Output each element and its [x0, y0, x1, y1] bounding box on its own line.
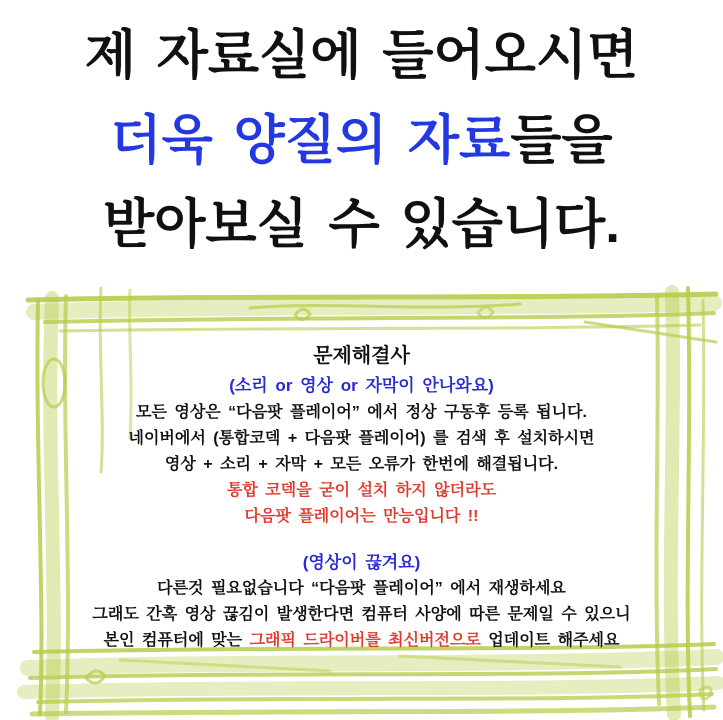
section1-line-3: 영상 + 소리 + 자막 + 모든 오류가 한번에 해결됩니다.	[164, 456, 559, 473]
last-line-suffix: 업데이트 해주세요	[480, 632, 620, 649]
heading-line-2-blue: 더욱 양질의 자료	[110, 111, 511, 170]
last-line-red: 그래픽 드라이버를 최신버전으로	[249, 632, 481, 649]
section2-last-line	[0, 627, 723, 650]
section1-red-line-1: 통합 코덱을 굳이 설치 하지 않더라도	[226, 482, 497, 499]
heading-line-2-black: 들을	[510, 111, 613, 170]
section2-subtitle: (영상이 끊겨요)	[302, 553, 421, 572]
section2-line-2: 그래도 간혹 영상 끊김이 발생한다면 컴퓨터 사양에 따른 문제일 수 있으니	[92, 606, 631, 623]
heading-line-1: 제 자료실에 들어오시면	[84, 26, 639, 85]
box-title: 문제해결사	[313, 345, 410, 367]
section1-subtitle: (소리 or 영상 or 자막이 안나와요)	[229, 376, 494, 395]
heading-line-3: 받아보실 수 있습니다.	[103, 195, 620, 254]
heading-line-2	[0, 109, 723, 173]
section1-red-line-2: 다음팟 플레이어는 만능입니다 !!	[244, 508, 479, 525]
section1-line-1: 모든 영상은 “다음팟 플레이어” 에서 정상 구동후 등록 됩니다.	[136, 404, 587, 421]
section1-line-2: 네이버에서 (통합코덱 + 다음팟 플레이어) 를 검색 후 설치하시면	[128, 430, 595, 447]
section2-line-1: 다른것 필요없습니다 “다음팟 플레이어” 에서 재생하세요	[157, 580, 566, 597]
last-line-prefix: 본인 컴퓨터에 맞는	[103, 632, 250, 649]
